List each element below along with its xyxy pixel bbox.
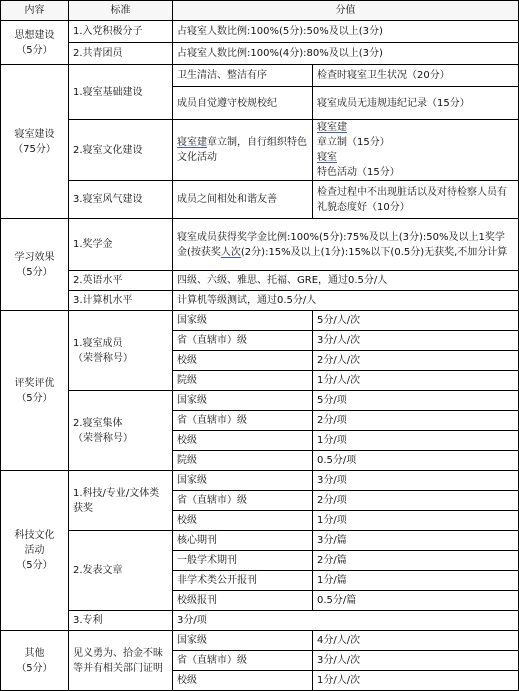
- level-cell: 国家级: [173, 391, 313, 411]
- score-cell: 计算机等级测试，通过0.5分/人: [173, 291, 519, 311]
- score-cell: 2分/项: [313, 411, 519, 431]
- header-score: 分值: [173, 1, 519, 21]
- score-cell: 寝室建 章立制（15分） 寝室 特色活动（15分）: [313, 120, 519, 181]
- standard-cell: 3.计算机水平: [69, 291, 173, 311]
- item-cell: 寝室建章立制，自行组织特色文化活动: [173, 120, 313, 181]
- score-cell: 0.5分/篇: [313, 591, 519, 611]
- standard-cell: 3.寝室风气建设: [69, 181, 173, 219]
- table-row: [1, 611, 519, 631]
- level-cell: 校级: [173, 511, 313, 531]
- score-cell: 3分/人/次: [313, 651, 519, 671]
- score-cell: 寝室成员无违规违纪记录（15分）: [313, 87, 519, 120]
- level-cell: 院级: [173, 371, 313, 391]
- standard-cell: 1.寝室成员 （荣誉称号）: [69, 311, 173, 391]
- score-cell: 1分/人/次: [313, 371, 519, 391]
- table-row: [1, 391, 519, 411]
- section-xuexi: 学习效果 （5分）: [1, 219, 69, 311]
- standard-cell: 2.共青团员: [69, 43, 173, 65]
- level-cell: 校级报刊: [173, 591, 313, 611]
- score-cell: 3分/人/次: [313, 331, 519, 351]
- table-row: [1, 65, 519, 87]
- section-pingjiang: 评奖评优 （5分）: [1, 311, 69, 471]
- level-cell: 校级: [173, 351, 313, 371]
- score-cell: 3分/项: [313, 471, 519, 491]
- table-row: [1, 21, 519, 43]
- level-cell: 一般学术期刊: [173, 551, 313, 571]
- score-cell: 0.5分/项: [313, 451, 519, 471]
- score-cell: 2分/项: [313, 491, 519, 511]
- score-cell: 检查过程中不出现脏话以及对待检察人员有礼貌态度好（10分）: [313, 181, 519, 219]
- table-row: [1, 219, 519, 271]
- standard-cell: 1.寝室基础建设: [69, 65, 173, 120]
- table-row: [1, 311, 519, 331]
- level-cell: 省（直辖市）级: [173, 651, 313, 671]
- score-cell: 1分/项: [313, 511, 519, 531]
- score-cell: 四级、六级、雅思、托福、GRE，通过0.5分/人: [173, 271, 519, 291]
- score-cell: 5分/人/次: [313, 311, 519, 331]
- score-cell: 1分/篇: [313, 571, 519, 591]
- level-cell: 省（直辖市）级: [173, 411, 313, 431]
- section-qinshi: 寝室建设 （75分）: [1, 65, 69, 219]
- level-cell: 非学术类公开报刊: [173, 571, 313, 591]
- standard-cell: 见义勇为、拾金不昧等并有相关部门证明: [69, 631, 173, 691]
- score-cell: 3分/篇: [313, 531, 519, 551]
- standard-cell: 1.入党积极分子: [69, 21, 173, 43]
- table-row: [1, 531, 519, 551]
- table-row: [1, 271, 519, 291]
- table-row: [1, 631, 519, 651]
- score-cell: 3分/项: [173, 611, 519, 631]
- header-content: 内容: [1, 1, 69, 21]
- score-cell: 寝室成员获得奖学金比例:100%(5分):75%及以上(3分):50%及以上1奖学金(按获奖人次(2分):15%及以上(1分):15%以下(0.5分)无获奖,不加分计算: [173, 219, 519, 271]
- header-standard: 标准: [69, 1, 173, 21]
- table-row: [1, 471, 519, 491]
- level-cell: 院级: [173, 451, 313, 471]
- level-cell: 校级: [173, 671, 313, 691]
- level-cell: 国家级: [173, 471, 313, 491]
- score-cell: 1分/人/次: [313, 671, 519, 691]
- section-qita: 其他 （5分）: [1, 631, 69, 691]
- score-cell: 5分/项: [313, 391, 519, 411]
- score-cell: 1分/项: [313, 431, 519, 451]
- standard-cell: 1.科技/专业/文体类获奖: [69, 471, 173, 531]
- level-cell: 国家级: [173, 311, 313, 331]
- table-header-row: [1, 1, 519, 21]
- section-sixiang: 思想建设 （5分）: [1, 21, 69, 65]
- score-cell: 4分/人/次: [313, 631, 519, 651]
- level-cell: 国家级: [173, 631, 313, 651]
- standard-cell: 1.奖学金: [69, 219, 173, 271]
- item-cell: 成员之间相处和谐友善: [173, 181, 313, 219]
- section-keji: 科技文化 活动 （5分）: [1, 471, 69, 631]
- standard-cell: 2.发表文章: [69, 531, 173, 611]
- standard-cell: 2.寝室文化建设: [69, 120, 173, 181]
- score-cell: 2分/人/次: [313, 351, 519, 371]
- score-cell: 检查时寝室卫生状况（20分）: [313, 65, 519, 87]
- level-cell: 省（直辖市）级: [173, 491, 313, 511]
- standard-cell: 3.专利: [69, 611, 173, 631]
- table-row: [1, 43, 519, 65]
- score-cell: 占寝室人数比例:100%(5分):50%及以上(3分): [173, 21, 519, 43]
- table-row: [1, 120, 519, 181]
- standard-cell: 2.英语水平: [69, 271, 173, 291]
- level-cell: 校级: [173, 431, 313, 451]
- score-cell: 占寝室人数比例:100%(4分):80%及以上(3分): [173, 43, 519, 65]
- item-cell: 卫生清洁、整洁有序: [173, 65, 313, 87]
- level-cell: 核心期刊: [173, 531, 313, 551]
- standard-cell: 2.寝室集体 （荣誉称号）: [69, 391, 173, 471]
- level-cell: 省（直辖市）级: [173, 331, 313, 351]
- item-cell: 成员自觉遵守校规校纪: [173, 87, 313, 120]
- table-row: [1, 291, 519, 311]
- score-cell: 2分/篇: [313, 551, 519, 571]
- table-row: [1, 181, 519, 219]
